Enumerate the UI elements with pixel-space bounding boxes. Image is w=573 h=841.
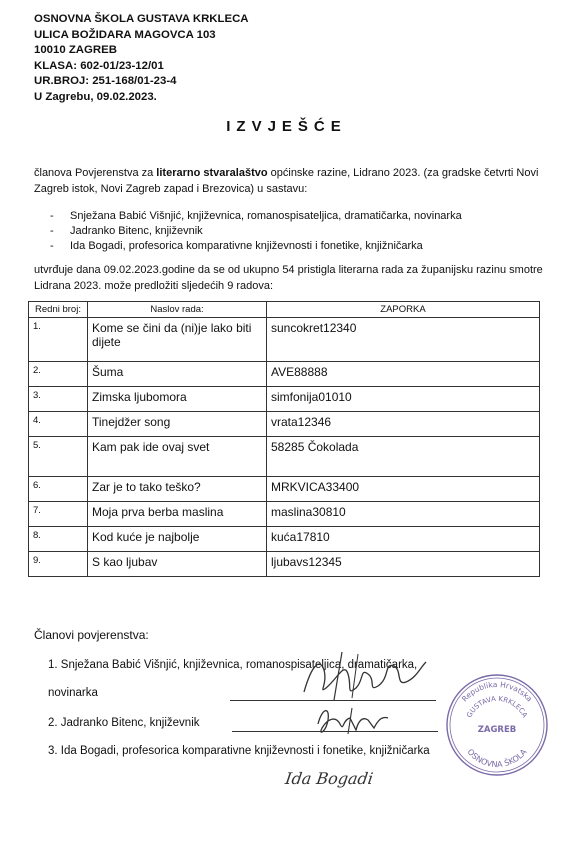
table-header-row xyxy=(29,302,540,318)
svg-text:Ida Bogadi: Ida Bogadi xyxy=(284,769,375,788)
row-number: 5. xyxy=(29,437,88,477)
table-row xyxy=(29,502,540,527)
table-row xyxy=(29,318,540,362)
row-code: 58285 Čokolada xyxy=(267,437,540,477)
row-code: MRKVICA33400 xyxy=(267,477,540,502)
list-item: - Ida Bogadi, profesorica komparativne književnosti i fonetike, knjižničarka xyxy=(50,240,423,253)
row-title: Zimska ljubomora xyxy=(88,387,267,412)
row-code: simfonija01010 xyxy=(267,387,540,412)
row-title: Kome se čini da (ni)je lako biti dijete xyxy=(88,318,267,362)
intro-bold: literarno stvaralaštvo xyxy=(156,167,268,179)
row-title: Zar je to tako teško? xyxy=(88,477,267,502)
row-number: 2. xyxy=(29,362,88,387)
row-code: suncokret12340 xyxy=(267,318,540,362)
row-code: vrata12346 xyxy=(267,412,540,437)
commission-heading: Članovi povjerenstva: xyxy=(34,628,149,642)
svg-text:OSNOVNA ŠKOLA: OSNOVNA ŠKOLA xyxy=(465,747,529,770)
row-title: S kao ljubav xyxy=(88,552,267,577)
signature-3-image xyxy=(284,760,404,794)
row-number: 1. xyxy=(29,318,88,362)
signatory-3: 3. Ida Bogadi, profesorica komparativne književnosti i fonetike, knjižničarka xyxy=(48,745,430,757)
row-title: Šuma xyxy=(88,362,267,387)
table-row xyxy=(29,437,540,477)
row-title: Tinejdžer song xyxy=(88,412,267,437)
signatory-1-line-a: 1. Snježana Babić Višnjić, književnica, romanospisateljica, dramatičarka, xyxy=(48,659,418,671)
signatory-1-line-b: novinarka xyxy=(48,687,98,699)
list-item: - Jadranko Bitenc, književnik xyxy=(50,225,203,238)
col-header-no: Redni broj: xyxy=(29,302,88,318)
school-street: ULICA BOŽIDARA MAGOVCA 103 xyxy=(34,28,216,41)
svg-text:GUSTAVA KRKLECA: GUSTAVA KRKLECA xyxy=(465,694,529,720)
signatory-2: 2. Jadranko Bitenc, književnik xyxy=(48,717,200,729)
table-row xyxy=(29,527,540,552)
signature-1-image xyxy=(298,644,438,704)
row-number: 4. xyxy=(29,412,88,437)
row-number: 9. xyxy=(29,552,88,577)
member-list xyxy=(50,209,462,255)
intro-paragraph xyxy=(34,165,554,197)
place-date: U Zagrebu, 09.02.2023. xyxy=(34,90,157,103)
row-number: 8. xyxy=(29,527,88,552)
row-title: Kam pak ide ovaj svet xyxy=(88,437,267,477)
svg-text:Republika Hrvatska: Republika Hrvatska xyxy=(459,679,535,704)
school-city: 10010 ZAGREB xyxy=(34,44,117,56)
school-name: OSNOVNA ŠKOLA GUSTAVA KRKLECA xyxy=(34,13,249,25)
letterhead xyxy=(34,12,249,105)
row-code: maslina30810 xyxy=(267,502,540,527)
document-title: IZVJEŠĆE xyxy=(226,118,347,135)
klasa: KLASA: 602-01/23-12/01 xyxy=(34,59,164,72)
list-item: - Snježana Babić Višnjić, književnica, romanospisateljica, dramatičarka, novinarka xyxy=(50,210,462,222)
works-table xyxy=(28,301,540,577)
row-code: ljubavs12345 xyxy=(267,552,540,577)
intro-post: općinske razine, Lidrano 2023. (za gradske četvrti Novi Zagreb istok, Novi Zagreb zapad i Brezovica) u sastavu: xyxy=(34,167,539,195)
row-number: 3. xyxy=(29,387,88,412)
table-row xyxy=(29,477,540,502)
svg-text:ZAGREB: ZAGREB xyxy=(477,725,517,735)
row-number: 7. xyxy=(29,502,88,527)
intro-pre: članova Povjerenstva za xyxy=(34,167,157,179)
signature-2-image xyxy=(312,702,392,738)
table-row xyxy=(29,362,540,387)
school-stamp xyxy=(442,670,552,780)
urbroj: UR.BROJ: 251-168/01-23-4 xyxy=(34,75,177,87)
row-number: 6. xyxy=(29,477,88,502)
table-row xyxy=(29,552,540,577)
table-row xyxy=(29,387,540,412)
row-title: Kod kuće je najbolje xyxy=(88,527,267,552)
statement-paragraph: utvrđuje dana 09.02.2023.godine da se od ukupno 54 pristigla literarna rada za županijsku razinu smotre Lidrana 2023. može predložiti sljedećih 9 radova: xyxy=(34,264,543,292)
col-header-code: ZAPORKA xyxy=(267,302,540,318)
col-header-title: Naslov rada: xyxy=(88,302,267,318)
table-row xyxy=(29,412,540,437)
row-code: AVE88888 xyxy=(267,362,540,387)
row-title: Moja prva berba maslina xyxy=(88,502,267,527)
row-code: kuća17810 xyxy=(267,527,540,552)
